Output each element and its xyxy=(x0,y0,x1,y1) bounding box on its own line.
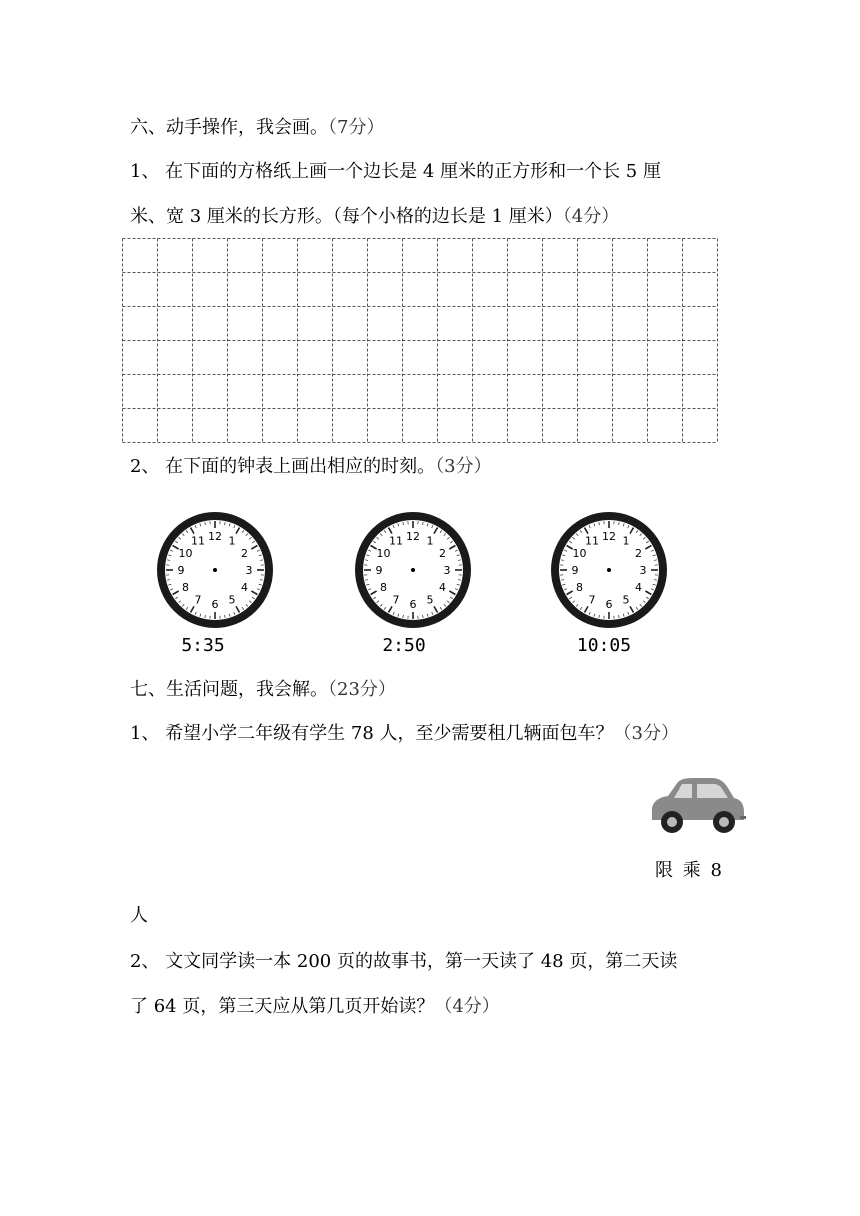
clock-number: 11 xyxy=(585,534,599,548)
clock-number: 6 xyxy=(211,598,219,611)
clock-number: 5 xyxy=(426,593,434,607)
car-icon xyxy=(640,772,750,838)
q7-2-line2-text: 了 64 页，第三天应从第几页开始读？ xyxy=(130,996,435,1017)
clock-1[interactable] xyxy=(150,505,280,635)
clock-number: 3 xyxy=(443,564,451,577)
clock-number: 1 xyxy=(622,534,630,548)
clock-2-time: 2:50 xyxy=(382,635,426,656)
clock-number: 2 xyxy=(240,547,248,560)
clock-number: 11 xyxy=(191,534,205,548)
clock-number: 9 xyxy=(177,564,185,577)
q7-1-line xyxy=(130,722,679,746)
clock-number: 3 xyxy=(639,564,647,577)
q6-2-text: 2、 在下面的钟表上画出相应的时刻。 xyxy=(130,456,436,477)
clock-number: 10 xyxy=(572,547,587,560)
clock-2[interactable] xyxy=(348,505,478,635)
q6-1-score: （4分） xyxy=(562,206,620,227)
clock-number: 10 xyxy=(376,547,391,560)
clock-face-icon xyxy=(150,505,280,635)
clock-number: 6 xyxy=(409,598,417,611)
clock-number: 9 xyxy=(571,564,579,577)
clock-number: 12 xyxy=(406,530,420,543)
clock-number: 6 xyxy=(605,598,613,611)
section-6-title: 六、动手操作，我会画。 xyxy=(130,117,328,138)
square-grid-paper[interactable] xyxy=(122,238,718,444)
q6-2-line xyxy=(130,455,492,479)
clock-center xyxy=(213,568,217,572)
clock-center xyxy=(411,568,415,572)
q7-2-line2 xyxy=(130,995,500,1019)
clock-number: 12 xyxy=(602,530,616,543)
clock-number: 1 xyxy=(426,534,434,548)
clock-number: 4 xyxy=(634,581,642,594)
clock-number: 9 xyxy=(375,564,383,577)
clock-number: 2 xyxy=(438,547,446,560)
clock-number: 7 xyxy=(392,593,400,607)
section-6-heading xyxy=(130,116,384,140)
q6-1-line2-text: 米、宽 3 厘米的长方形。（每个小格的边长是 1 厘米） xyxy=(130,206,563,227)
section-7-score: （23分） xyxy=(328,679,396,700)
clock-number: 7 xyxy=(588,593,596,607)
clock-number: 7 xyxy=(194,593,202,607)
section-7-heading xyxy=(130,678,396,702)
clock-number: 1 xyxy=(228,534,236,548)
clock-number: 12 xyxy=(208,530,222,543)
clock-number: 4 xyxy=(240,581,248,594)
clock-number: 8 xyxy=(380,581,388,594)
q6-2-score: （3分） xyxy=(435,456,492,477)
clock-number: 2 xyxy=(634,547,642,560)
clock-number: 5 xyxy=(622,593,630,607)
clock-face-icon xyxy=(348,505,478,635)
clock-number: 3 xyxy=(245,564,253,577)
section-6-score: （7分） xyxy=(328,117,385,138)
clock-number: 11 xyxy=(389,534,403,548)
clock-number: 4 xyxy=(438,581,446,594)
clock-face-icon xyxy=(544,505,674,635)
section-7-title: 七、生活问题，我会解。 xyxy=(130,679,328,700)
clock-number: 5 xyxy=(228,593,236,607)
car-capacity-note-cont: 人 xyxy=(130,905,148,926)
q7-1-score: （3分） xyxy=(613,723,679,744)
q6-1-line1: 1、 在下面的方格纸上画一个边长是 4 厘米的正方形和一个长 5 厘 xyxy=(130,161,661,182)
clock-number: 8 xyxy=(576,581,584,594)
clock-number: 8 xyxy=(182,581,190,594)
clock-number: 10 xyxy=(178,547,193,560)
q7-2-line1: 2、 文文同学读一本 200 页的故事书，第一天读了 48 页，第二天读 xyxy=(130,951,678,972)
clock-center xyxy=(607,568,611,572)
clock-3[interactable] xyxy=(544,505,674,635)
clock-3-time: 10:05 xyxy=(576,635,632,656)
q7-2-score: （4分） xyxy=(434,996,500,1017)
q6-1-line2 xyxy=(130,205,619,229)
clock-1-time: 5:35 xyxy=(181,635,225,656)
q7-1-text: 1、 希望小学二年级有学生 78 人，至少需要租几辆面包车？ xyxy=(130,723,614,744)
car-capacity-note: 限 乘 8 xyxy=(655,860,724,881)
